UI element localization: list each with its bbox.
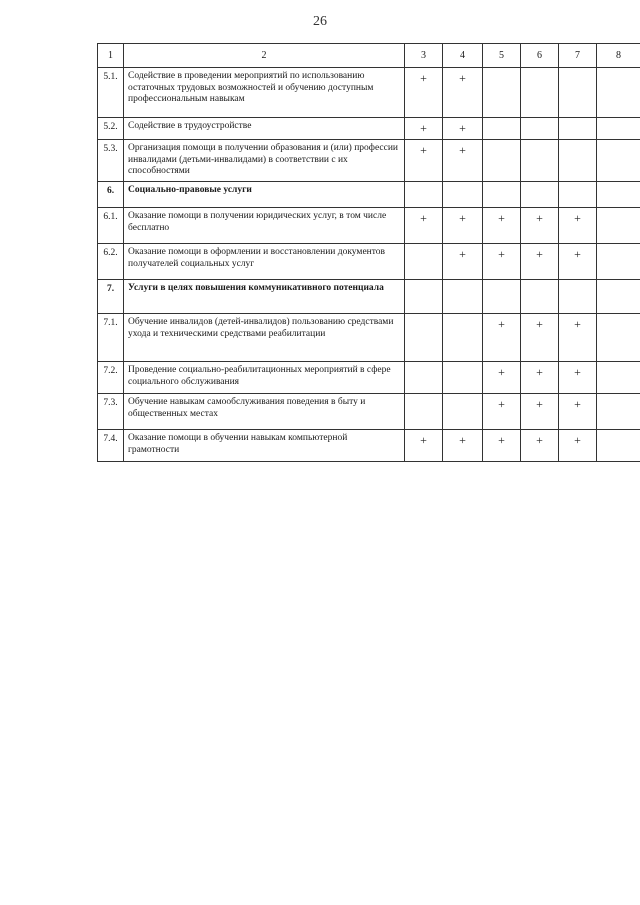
row-number: 7.4. bbox=[98, 430, 124, 462]
mark-cell-col-4: + bbox=[443, 118, 483, 140]
mark-cell-col-7: + bbox=[559, 394, 597, 430]
mark-cell-col-8 bbox=[597, 314, 640, 362]
table-row bbox=[98, 430, 640, 462]
mark-cell-col-3: + bbox=[405, 208, 443, 244]
header-cell-6: 6 bbox=[521, 44, 559, 68]
table-row bbox=[98, 362, 640, 394]
service-name: Организация помощи в получении образования и (или) профессии инвалидами (детьми-инвалидами) в соответствии с их способностями bbox=[124, 140, 405, 182]
mark-cell-col-5 bbox=[483, 118, 521, 140]
mark-cell-col-7: + bbox=[559, 244, 597, 280]
mark-cell-col-6 bbox=[521, 140, 559, 182]
table-row bbox=[98, 244, 640, 280]
mark-cell-col-4: + bbox=[443, 244, 483, 280]
table-header-row bbox=[98, 44, 640, 68]
mark-cell-col-4 bbox=[443, 362, 483, 394]
header-cell-7: 7 bbox=[559, 44, 597, 68]
mark-cell-col-8 bbox=[597, 208, 640, 244]
service-name: Содействие в трудоустройстве bbox=[124, 118, 405, 140]
mark-cell-col-8 bbox=[597, 280, 640, 314]
mark-cell-col-5: + bbox=[483, 430, 521, 462]
mark-cell-col-8 bbox=[597, 140, 640, 182]
mark-cell-col-4 bbox=[443, 280, 483, 314]
mark-cell-col-6: + bbox=[521, 394, 559, 430]
mark-cell-col-3 bbox=[405, 362, 443, 394]
mark-cell-col-8 bbox=[597, 68, 640, 118]
service-name: Оказание помощи в получении юридических услуг, в том числе бесплатно bbox=[124, 208, 405, 244]
mark-cell-col-3 bbox=[405, 314, 443, 362]
header-cell-8: 8 bbox=[597, 44, 640, 68]
row-number: 7.3. bbox=[98, 394, 124, 430]
service-name: Обучение навыкам самообслуживания поведения в быту и общественных местах bbox=[124, 394, 405, 430]
service-name: Социально-правовые услуги bbox=[124, 182, 405, 208]
mark-cell-col-6 bbox=[521, 118, 559, 140]
table-row bbox=[98, 118, 640, 140]
mark-cell-col-6: + bbox=[521, 244, 559, 280]
mark-cell-col-3 bbox=[405, 394, 443, 430]
mark-cell-col-4: + bbox=[443, 68, 483, 118]
mark-cell-col-5: + bbox=[483, 208, 521, 244]
mark-cell-col-6: + bbox=[521, 362, 559, 394]
mark-cell-col-3 bbox=[405, 244, 443, 280]
mark-cell-col-8 bbox=[597, 118, 640, 140]
mark-cell-col-7 bbox=[559, 280, 597, 314]
table-row bbox=[98, 182, 640, 208]
row-number: 7. bbox=[98, 280, 124, 314]
mark-cell-col-7 bbox=[559, 68, 597, 118]
table-row bbox=[98, 208, 640, 244]
mark-cell-col-5 bbox=[483, 68, 521, 118]
row-number: 7.2. bbox=[98, 362, 124, 394]
row-number: 5.2. bbox=[98, 118, 124, 140]
mark-cell-col-8 bbox=[597, 430, 640, 462]
mark-cell-col-5 bbox=[483, 280, 521, 314]
mark-cell-col-5: + bbox=[483, 394, 521, 430]
row-number: 5.3. bbox=[98, 140, 124, 182]
header-cell-5: 5 bbox=[483, 44, 521, 68]
service-name: Оказание помощи в обучении навыкам компьютерной грамотности bbox=[124, 430, 405, 462]
header-cell-2: 2 bbox=[124, 44, 405, 68]
mark-cell-col-5: + bbox=[483, 244, 521, 280]
service-name: Проведение социально-реабилитационных мероприятий в сфере социального обслуживания bbox=[124, 362, 405, 394]
service-name: Оказание помощи в оформлении и восстановлении документов получателей социальных услуг bbox=[124, 244, 405, 280]
mark-cell-col-5 bbox=[483, 182, 521, 208]
mark-cell-col-3: + bbox=[405, 118, 443, 140]
mark-cell-col-3: + bbox=[405, 68, 443, 118]
mark-cell-col-4 bbox=[443, 182, 483, 208]
mark-cell-col-6 bbox=[521, 182, 559, 208]
mark-cell-col-4 bbox=[443, 314, 483, 362]
mark-cell-col-4: + bbox=[443, 140, 483, 182]
services-table bbox=[97, 43, 640, 462]
mark-cell-col-7: + bbox=[559, 362, 597, 394]
mark-cell-col-5 bbox=[483, 140, 521, 182]
table-row bbox=[98, 68, 640, 118]
mark-cell-col-4 bbox=[443, 394, 483, 430]
mark-cell-col-4: + bbox=[443, 208, 483, 244]
mark-cell-col-6 bbox=[521, 68, 559, 118]
table-row bbox=[98, 280, 640, 314]
mark-cell-col-7 bbox=[559, 140, 597, 182]
row-number: 7.1. bbox=[98, 314, 124, 362]
mark-cell-col-6: + bbox=[521, 208, 559, 244]
mark-cell-col-8 bbox=[597, 394, 640, 430]
row-number: 6.1. bbox=[98, 208, 124, 244]
mark-cell-col-8 bbox=[597, 362, 640, 394]
mark-cell-col-3 bbox=[405, 280, 443, 314]
table-row bbox=[98, 140, 640, 182]
mark-cell-col-7 bbox=[559, 118, 597, 140]
row-number: 6. bbox=[98, 182, 124, 208]
mark-cell-col-5: + bbox=[483, 314, 521, 362]
mark-cell-col-8 bbox=[597, 182, 640, 208]
mark-cell-col-7: + bbox=[559, 208, 597, 244]
mark-cell-col-8 bbox=[597, 244, 640, 280]
mark-cell-col-3: + bbox=[405, 430, 443, 462]
service-name: Содействие в проведении мероприятий по использованию остаточных трудовых возможностей и обучению доступным профессиональным навыкам bbox=[124, 68, 405, 118]
mark-cell-col-7: + bbox=[559, 314, 597, 362]
header-cell-1: 1 bbox=[98, 44, 124, 68]
mark-cell-col-3: + bbox=[405, 140, 443, 182]
row-number: 6.2. bbox=[98, 244, 124, 280]
page-number: 26 bbox=[313, 14, 327, 29]
mark-cell-col-7: + bbox=[559, 430, 597, 462]
mark-cell-col-6: + bbox=[521, 314, 559, 362]
mark-cell-col-4: + bbox=[443, 430, 483, 462]
mark-cell-col-3 bbox=[405, 182, 443, 208]
service-name: Обучение инвалидов (детей-инвалидов) пользованию средствами ухода и техническими средствами реабилитации bbox=[124, 314, 405, 362]
table-row bbox=[98, 394, 640, 430]
mark-cell-col-7 bbox=[559, 182, 597, 208]
table-body bbox=[98, 44, 640, 462]
service-name: Услуги в целях повышения коммуникативного потенциала bbox=[124, 280, 405, 314]
mark-cell-col-6: + bbox=[521, 430, 559, 462]
mark-cell-col-6 bbox=[521, 280, 559, 314]
table-row bbox=[98, 314, 640, 362]
row-number: 5.1. bbox=[98, 68, 124, 118]
mark-cell-col-5: + bbox=[483, 362, 521, 394]
header-cell-4: 4 bbox=[443, 44, 483, 68]
header-cell-3: 3 bbox=[405, 44, 443, 68]
